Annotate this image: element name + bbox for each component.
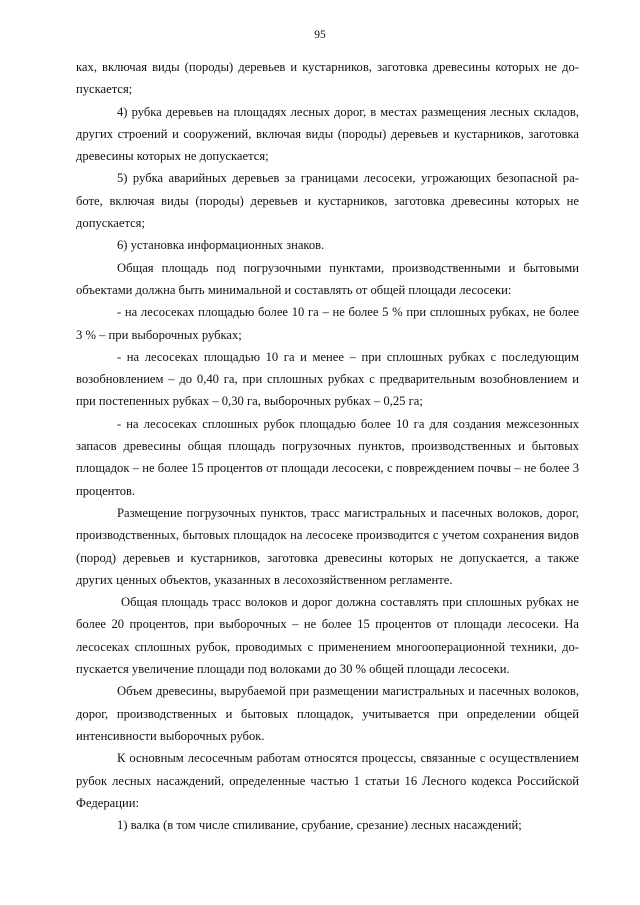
list-item-4: 4) рубка деревьев на площадях лесных дорог, в местах размещения лесных складов, других строений и сооружений, включая виды (породы) деревьев и кустарников, заготовка древесины которых не допускается; bbox=[76, 104, 579, 164]
paragraph-total-area: Общая площадь под погрузочными пунктами, производственными и бытовыми объектами должна быть минимальной и составлять от общей площади лесосеки: bbox=[76, 260, 579, 297]
page-number: 95 bbox=[314, 29, 326, 41]
paragraph-wood-volume: Объем древесины, вырубаемой при размещении магистральных и пасечных волоков, дорог, производственных и бытовых площадок, учитывается при определении общей интенсивности выборочных рубок. bbox=[76, 684, 579, 743]
paragraph-skid-trails-area: Общая площадь трасс волоков и дорог должна составлять при сплошных рубках не более 20 процентов, при выборочных – не более 15 процентов от площади лесосеки. На лесосеках сплошных рубок, проводимых с применением многооперационной техники, допускается увеличение площади под волоками до 30 % общей площади лесосеки. bbox=[76, 595, 579, 677]
list-item-6: 6) установка информационных знаков. bbox=[117, 238, 325, 253]
paragraph-continuation: ках, включая виды (породы) деревьев и кустарников, заготовка древесины которых не допускается; bbox=[76, 60, 579, 97]
document-body bbox=[76, 56, 579, 836]
paragraph-main-works: К основным лесосечным работам относятся процессы, связанные с осуществлением рубок лесных насаждений, определенные частью 1 статьи 16 Лесного кодекса Российской Федерации: bbox=[76, 751, 579, 810]
list-item-1-felling: 1) валка (в том числе спиливание, срубание, срезание) лесных насаждений; bbox=[117, 818, 522, 833]
dash-item-10ha-or-less: - на лесосеках площадью 10 га и менее – при сплошных рубках с последующим возобновлением – до 0,40 га, при сплошных рубках с предварительным возобновлением и при постепенных рубках – 0,30 га, выборочных рубках – 0,25 га; bbox=[76, 349, 579, 409]
paragraph-placement: Размещение погрузочных пунктов, трасс магистральных и пасечных волоков, дорог, производственных, бытовых площадок на лесосеке производится с учетом сохранения видов (пород) деревьев и кустарников, заготовка древесины которых не допускается, а также других ценных объектов, указанных в лесохозяйственном регламенте. bbox=[76, 505, 579, 587]
dash-item-offseason-stock: - на лесосеках сплошных рубок площадью более 10 га для создания межсезонных запасов древесины общая площадь погрузочных пунктов, производственных и бытовых площадок – не более 15 процентов от площади лесосеки, с повреждением почвы – не более 3 процентов. bbox=[76, 416, 579, 498]
list-item-5: 5) рубка аварийных деревьев за границами лесосеки, угрожающих безопасной работе, включая виды (породы) деревьев и кустарников, заготовка древесины которых не допускается; bbox=[76, 171, 579, 231]
dash-item-over-10ha: - на лесосеках площадью более 10 га – не более 5 % при сплошных рубках, не более 3 % – при выборочных рубках; bbox=[76, 305, 579, 342]
